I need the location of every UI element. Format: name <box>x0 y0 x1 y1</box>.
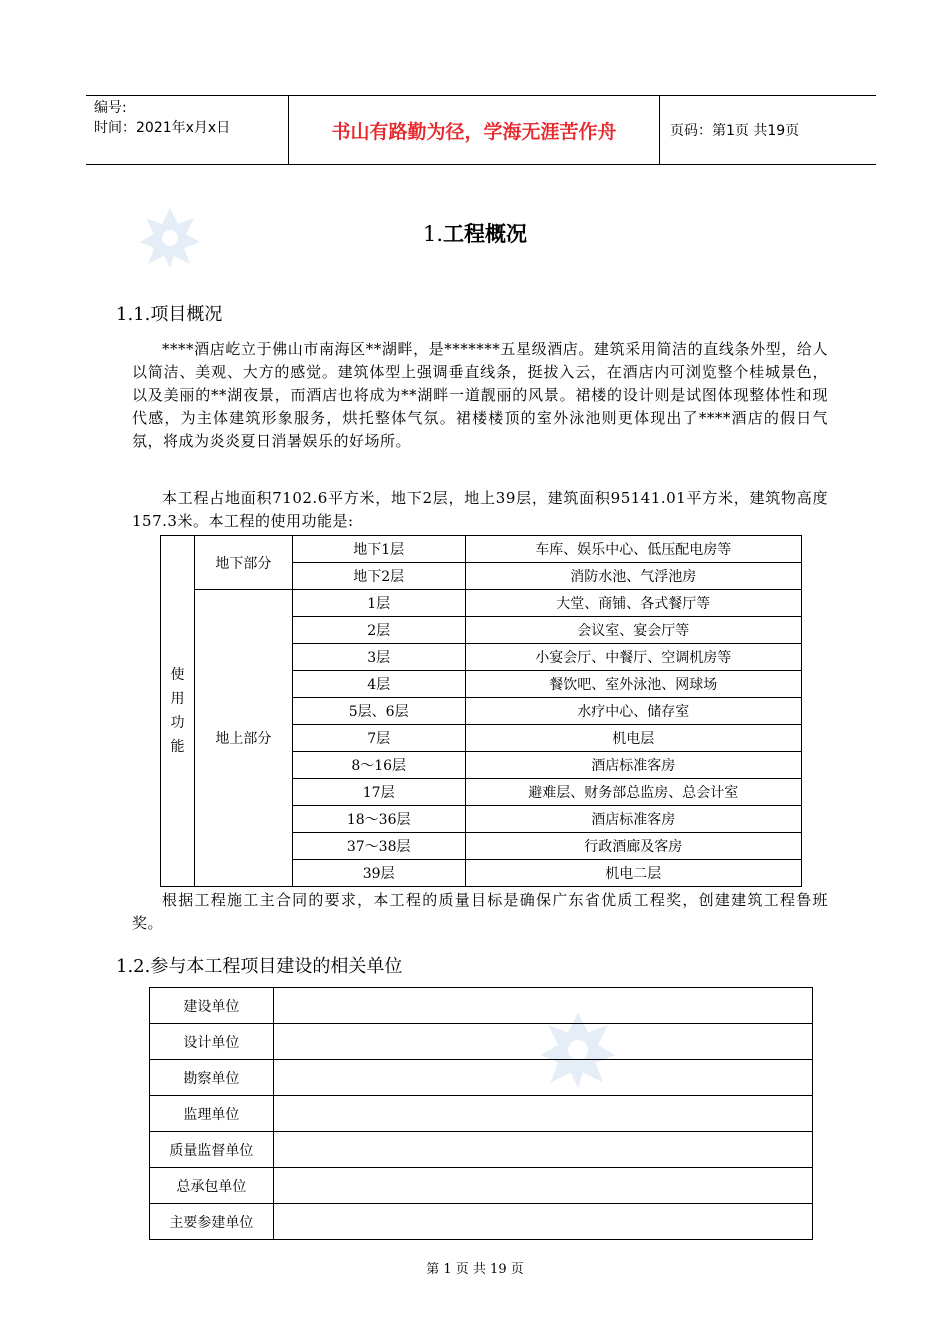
unit-label: 勘察单位 <box>150 1060 274 1096</box>
use-cell: 餐饮吧、室外泳池、网球场 <box>465 671 801 698</box>
unit-value[interactable] <box>273 1168 812 1204</box>
use-cell: 酒店标准客房 <box>465 752 801 779</box>
table-row <box>150 1168 813 1204</box>
floor-cell: 地下1层 <box>292 536 465 563</box>
unit-value[interactable] <box>273 1204 812 1240</box>
header-meta <box>86 96 288 164</box>
subsection-title-1-2 <box>116 952 402 978</box>
underground-label: 地下部分 <box>194 536 292 590</box>
project-overview-paragraph: ****酒店屹立于佛山市南海区**湖畔，是*******五星级酒店。建筑采用简洁的直线条外型，给人以简洁、美观、大方的感觉。建筑体型上强调垂直线条，挺拔入云，在酒店内可浏览整个桂城景色，以及美丽的**湖夜景，而酒店也将成为**湖畔一道靓丽的风景。裙楼的设计则是试图体现整体性和现代感，为主体建筑形象服务，烘托整体气氛。裙楼楼顶的室外泳池则更体现出了****酒店的假日气氛，将成为炎炎夏日消暑娱乐的好场所。 <box>132 340 828 450</box>
floor-cell: 3层 <box>292 644 465 671</box>
unit-value[interactable] <box>273 988 812 1024</box>
unit-value[interactable] <box>273 1132 812 1168</box>
subsection-number: 1.1. <box>116 304 151 325</box>
floor-cell: 39层 <box>292 860 465 887</box>
table-row <box>150 1024 813 1060</box>
unit-value[interactable] <box>273 1060 812 1096</box>
quality-goal-paragraph: 根据工程施工主合同的要求，本工程的质量目标是确保广东省优质工程奖，创建建筑工程鲁班奖。 <box>132 891 828 932</box>
aboveground-label: 地上部分 <box>194 590 292 887</box>
use-cell: 大堂、商铺、各式餐厅等 <box>465 590 801 617</box>
use-cell: 车库、娱乐中心、低压配电房等 <box>465 536 801 563</box>
floor-cell: 17层 <box>292 779 465 806</box>
table-row <box>150 1204 813 1240</box>
time-label: 时间：2021年x月x日 <box>94 120 231 136</box>
unit-label: 设计单位 <box>150 1024 274 1060</box>
unit-label: 质量监督单位 <box>150 1132 274 1168</box>
floor-cell: 5层、6层 <box>292 698 465 725</box>
section-title <box>0 218 950 248</box>
use-cell: 机电层 <box>465 725 801 752</box>
unit-label: 总承包单位 <box>150 1168 274 1204</box>
floor-cell: 7层 <box>292 725 465 752</box>
table-row <box>150 1132 813 1168</box>
floor-cell: 1层 <box>292 590 465 617</box>
use-cell: 消防水池、气浮池房 <box>465 563 801 590</box>
header-page-number: 页码：第1页 共19页 <box>670 123 800 139</box>
floor-cell: 8～16层 <box>292 752 465 779</box>
table-row <box>150 1096 813 1132</box>
usage-group-label: 使用功能 <box>170 667 185 755</box>
page-footer: 第 1 页 共 19 页 <box>426 1262 524 1277</box>
use-cell: 机电二层 <box>465 860 801 887</box>
section-number: 1. <box>422 222 444 246</box>
subsection-number: 1.2. <box>116 956 151 977</box>
floor-cell: 18～36层 <box>292 806 465 833</box>
subsection-heading: 项目概况 <box>150 304 223 325</box>
subsection-heading: 参与本工程项目建设的相关单位 <box>150 956 403 977</box>
page-header <box>86 95 876 165</box>
unit-value[interactable] <box>273 1024 812 1060</box>
section-heading: 工程概况 <box>443 222 528 246</box>
table-row <box>161 590 802 617</box>
use-cell: 避难层、财务部总监房、总会计室 <box>465 779 801 806</box>
table-row <box>161 536 802 563</box>
use-cell: 会议室、宴会厅等 <box>465 617 801 644</box>
table-row <box>150 988 813 1024</box>
unit-label: 主要参建单位 <box>150 1204 274 1240</box>
use-cell: 水疗中心、储存室 <box>465 698 801 725</box>
floor-cell: 地下2层 <box>292 563 465 590</box>
use-cell: 小宴会厅、中餐厅、空调机房等 <box>465 644 801 671</box>
floor-cell: 37～38层 <box>292 833 465 860</box>
floor-cell: 4层 <box>292 671 465 698</box>
header-motto: 书山有路勤为径，学海无涯苦作舟 <box>288 96 660 164</box>
usage-group-cell <box>161 536 195 887</box>
subsection-title-1-1 <box>116 300 222 326</box>
floor-cell: 2层 <box>292 617 465 644</box>
unit-label: 建设单位 <box>150 988 274 1024</box>
use-cell: 行政酒廊及客房 <box>465 833 801 860</box>
participating-units-table <box>149 987 813 1240</box>
building-stats-paragraph: 本工程占地面积7102.6平方米，地下2层，地上39层，建筑面积95141.01平方米，建筑物高度157.3米。本工程的使用功能是: <box>132 489 828 530</box>
serial-label: 编号: <box>94 100 127 116</box>
usage-function-table <box>160 535 802 887</box>
table-row <box>150 1060 813 1096</box>
unit-value[interactable] <box>273 1096 812 1132</box>
unit-label: 监理单位 <box>150 1096 274 1132</box>
use-cell: 酒店标准客房 <box>465 806 801 833</box>
